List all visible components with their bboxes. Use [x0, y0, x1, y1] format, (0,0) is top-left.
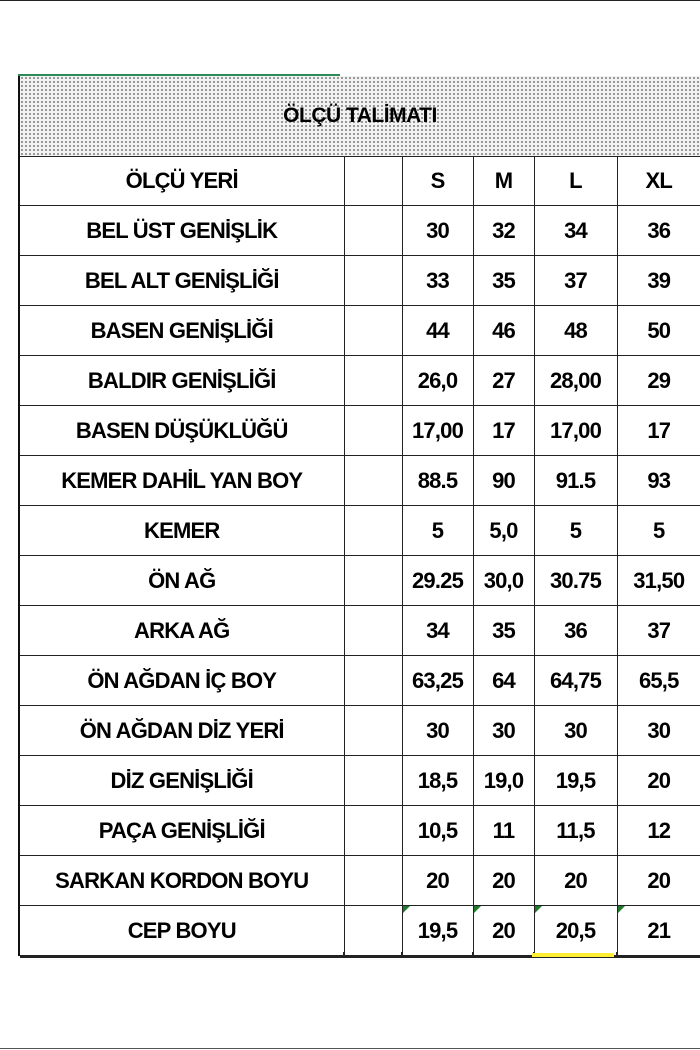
value-xl: 5: [617, 506, 700, 556]
bottom-border-line: [0, 1048, 700, 1049]
value-l: 36: [534, 606, 617, 656]
value-xl: 36: [617, 206, 700, 256]
value-xl: 31,50: [617, 556, 700, 606]
row-label: ÖN AĞDAN İÇ BOY: [20, 656, 344, 706]
value-m: 30,0: [473, 556, 534, 606]
value-s: 34: [402, 606, 473, 656]
value-m: 30: [473, 706, 534, 756]
row-label: ÖN AĞ: [20, 556, 344, 606]
value-l: 64,75: [534, 656, 617, 706]
value-m: 90: [473, 456, 534, 506]
header-spacer-cell: [344, 156, 402, 206]
size-table: [20, 156, 700, 958]
spacer-cell: [344, 606, 402, 656]
value-s: 44: [402, 306, 473, 356]
value-s: 30: [402, 206, 473, 256]
value-m: 17: [473, 406, 534, 456]
value-l: 48: [534, 306, 617, 356]
value-l: 11,5: [534, 806, 617, 856]
value-xl: 17: [617, 406, 700, 456]
row-label: PAÇA GENİŞLİĞİ: [20, 806, 344, 856]
value-xl: 50: [617, 306, 700, 356]
row-label: BALDIR GENİŞLİĞİ: [20, 356, 344, 406]
grid-stub-line: [616, 952, 617, 958]
spacer-cell: [344, 456, 402, 506]
row-label: CEP BOYU: [20, 906, 344, 957]
value-text: 20,5: [555, 917, 596, 943]
table-row: [20, 406, 700, 456]
value-m: 64: [473, 656, 534, 706]
value-xl: [617, 906, 700, 957]
grid-stub-line: [472, 952, 473, 958]
spacer-cell: [344, 256, 402, 306]
spacer-cell: [344, 356, 402, 406]
table-row: [20, 206, 700, 256]
highlight-bar: [532, 953, 614, 957]
value-m: 20: [473, 856, 534, 906]
value-l: [534, 906, 617, 957]
row-label: KEMER: [20, 506, 344, 556]
value-xl: 29: [617, 356, 700, 406]
value-l: 91.5: [534, 456, 617, 506]
spacer-cell: [344, 656, 402, 706]
row-label: DİZ GENİŞLİĞİ: [20, 756, 344, 806]
header-measure-location: ÖLÇÜ YERİ: [20, 156, 344, 206]
row-label: BASEN GENİŞLİĞİ: [20, 306, 344, 356]
row-label: BASEN DÜŞÜKLÜĞÜ: [20, 406, 344, 456]
table-row: [20, 256, 700, 306]
table-row: [20, 456, 700, 506]
value-m: [473, 906, 534, 957]
value-l: 20: [534, 856, 617, 906]
value-l: 30.75: [534, 556, 617, 606]
comment-marker-icon: [403, 906, 410, 913]
header-size-s: S: [402, 156, 473, 206]
value-s: 33: [402, 256, 473, 306]
value-xl: 20: [617, 856, 700, 906]
value-s: 29.25: [402, 556, 473, 606]
size-chart-sheet: [18, 76, 700, 956]
table-row: [20, 606, 700, 656]
value-s: 5: [402, 506, 473, 556]
value-s: 10,5: [402, 806, 473, 856]
value-m: 35: [473, 606, 534, 656]
header-size-m: M: [473, 156, 534, 206]
row-label: SARKAN KORDON BOYU: [20, 856, 344, 906]
value-xl: 93: [617, 456, 700, 506]
value-s: 20: [402, 856, 473, 906]
header-size-l: L: [534, 156, 617, 206]
value-l: 5: [534, 506, 617, 556]
value-m: 5,0: [473, 506, 534, 556]
value-s: [402, 906, 473, 957]
spacer-cell: [344, 856, 402, 906]
table-row: [20, 656, 700, 706]
value-xl: 30: [617, 706, 700, 756]
value-l: 17,00: [534, 406, 617, 456]
grid-stub-line: [343, 952, 344, 958]
table-row: [20, 506, 700, 556]
grid-stub-line: [401, 952, 402, 958]
spacer-cell: [344, 806, 402, 856]
title-banner: [20, 76, 700, 157]
value-s: 88.5: [402, 456, 473, 506]
comment-marker-icon: [618, 906, 625, 913]
value-s: 18,5: [402, 756, 473, 806]
value-l: 19,5: [534, 756, 617, 806]
value-l: 37: [534, 256, 617, 306]
spacer-cell: [344, 906, 402, 957]
value-l: 34: [534, 206, 617, 256]
row-label: KEMER DAHİL YAN BOY: [20, 456, 344, 506]
spacer-cell: [344, 556, 402, 606]
header-row: [20, 156, 700, 206]
row-label: BEL ÜST GENİŞLİK: [20, 206, 344, 256]
value-m: 19,0: [473, 756, 534, 806]
value-xl: 37: [617, 606, 700, 656]
value-s: 30: [402, 706, 473, 756]
value-m: 32: [473, 206, 534, 256]
row-label: ÖN AĞDAN DİZ YERİ: [20, 706, 344, 756]
top-border-line: [0, 0, 700, 1]
table-row: [20, 756, 700, 806]
value-xl: 39: [617, 256, 700, 306]
value-m: 46: [473, 306, 534, 356]
value-m: 35: [473, 256, 534, 306]
value-text: 20: [492, 917, 515, 943]
row-label: ARKA AĞ: [20, 606, 344, 656]
value-m: 11: [473, 806, 534, 856]
spacer-cell: [344, 706, 402, 756]
value-text: 21: [647, 917, 671, 943]
comment-marker-icon: [474, 906, 481, 913]
value-m: 27: [473, 356, 534, 406]
comment-marker-icon: [535, 906, 542, 913]
table-row: [20, 906, 700, 957]
table-row: [20, 306, 700, 356]
value-xl: 12: [617, 806, 700, 856]
value-l: 28,00: [534, 356, 617, 406]
value-text: 19,5: [417, 917, 458, 943]
spacer-cell: [344, 406, 402, 456]
value-s: 17,00: [402, 406, 473, 456]
table-row: [20, 556, 700, 606]
spacer-cell: [344, 306, 402, 356]
spacer-cell: [344, 756, 402, 806]
page-title: ÖLÇÜ TALİMATI: [283, 104, 437, 127]
header-size-xl: XL: [617, 156, 700, 206]
row-label: BEL ALT GENİŞLİĞİ: [20, 256, 344, 306]
spacer-cell: [344, 506, 402, 556]
value-s: 63,25: [402, 656, 473, 706]
value-xl: 20: [617, 756, 700, 806]
value-l: 30: [534, 706, 617, 756]
spacer-cell: [344, 206, 402, 256]
value-s: 26,0: [402, 356, 473, 406]
table-row: [20, 856, 700, 906]
table-row: [20, 356, 700, 406]
table-row: [20, 806, 700, 856]
table-row: [20, 706, 700, 756]
value-xl: 65,5: [617, 656, 700, 706]
